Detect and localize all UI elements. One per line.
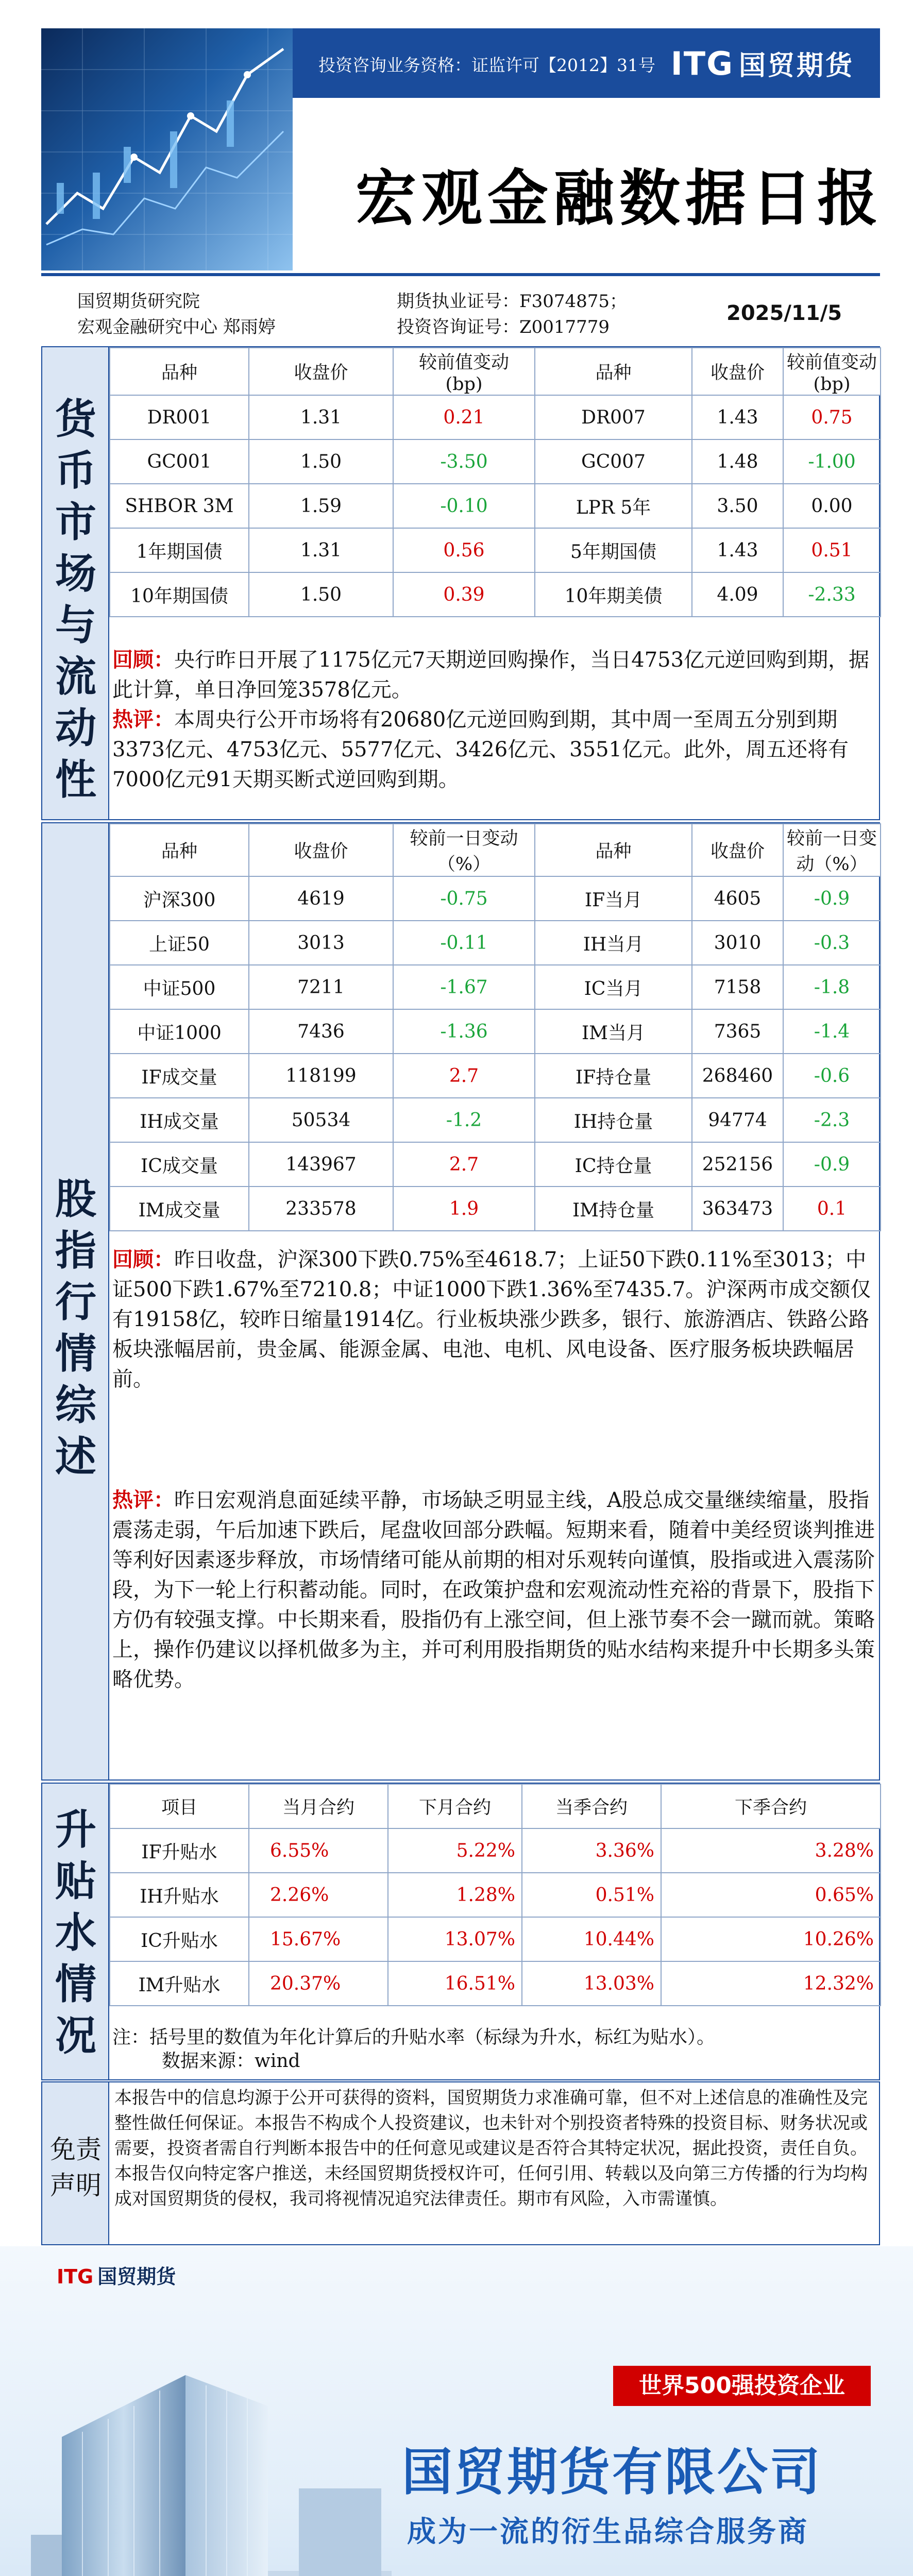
table-header-row xyxy=(110,348,881,395)
change-value: 0.1 xyxy=(783,1187,881,1231)
change-value: 1.9 xyxy=(393,1187,535,1231)
close-price: 1.59 xyxy=(249,484,393,528)
instrument-name: LPR 5年 xyxy=(535,484,692,528)
label-char: 与 xyxy=(55,601,96,649)
table-header-row xyxy=(110,1784,881,1828)
table-row xyxy=(110,1917,881,1961)
label-char: 升 xyxy=(55,1806,96,1854)
review-key: 回顾： xyxy=(112,1247,174,1272)
col-header: 品种 xyxy=(110,824,249,876)
table-row xyxy=(110,1142,881,1187)
close-price: 143967 xyxy=(249,1142,393,1187)
instrument-name: IM当月 xyxy=(535,1009,692,1054)
instrument-name: IM持仓量 xyxy=(535,1187,692,1231)
change-value: -0.9 xyxy=(783,1142,881,1187)
practice-license: 期货执业证号：F3074875； xyxy=(397,291,628,312)
banner-logo xyxy=(57,2261,176,2289)
header-chart-image xyxy=(41,28,293,270)
section-label-money xyxy=(42,347,109,819)
money-review xyxy=(112,645,875,705)
label-char: 贴 xyxy=(55,1857,96,1905)
section-label-stock xyxy=(42,823,109,1780)
basis-value: 0.51% xyxy=(522,1873,661,1917)
table-row xyxy=(110,572,881,617)
instrument-name: DR007 xyxy=(535,395,692,439)
section-stock-index xyxy=(41,822,880,1781)
close-price: 3013 xyxy=(249,921,393,965)
logo-text: ITG xyxy=(57,2265,94,2288)
table-header-row xyxy=(110,824,881,876)
company-banner xyxy=(0,2246,913,2576)
review-key: 回顾： xyxy=(112,648,174,672)
close-price: 3010 xyxy=(692,921,783,965)
change-value: 0.00 xyxy=(783,484,881,528)
stock-rows xyxy=(110,876,881,1231)
close-price: 1.31 xyxy=(249,395,393,439)
change-value: -0.6 xyxy=(783,1054,881,1098)
instrument-name: IH当月 xyxy=(535,921,692,965)
basis-value: 13.07% xyxy=(388,1917,522,1961)
close-price: 1.43 xyxy=(692,395,783,439)
col-header xyxy=(783,824,881,876)
label-char: 综 xyxy=(55,1381,96,1429)
instrument-name: IM成交量 xyxy=(110,1187,249,1231)
change-value: -1.67 xyxy=(393,965,535,1009)
comment-text: 昨日宏观消息面延续平静，市场缺乏明显主线，A股总成交量继续缩量，股指震荡走弱，午后加速下跌后，尾盘收回部分跌幅。短期来看，随着中美经贸谈判推进等利好因素逐步释放，市场情绪可能从前期的相对乐观转向谨慎，股指或进入震荡阶段，为下一轮上行积蓄动能。同时，在政策护盘和宏观流动性充裕的背景下，股指下方仍有较强支撑。中长期来看，股指仍有上涨空间，但上涨节奏不会一蹴而就。策略上，操作仍建议以择机做多为主，并可利用股指期货的贴水结构来提升中长期多头策略优势。 xyxy=(112,1488,875,1691)
basis-rows xyxy=(110,1828,881,2006)
instrument-name: 10年期国债 xyxy=(110,572,249,617)
instrument-name: 1年期国债 xyxy=(110,528,249,572)
close-price: 1.50 xyxy=(249,572,393,617)
qualification-text: 投资咨询业务资格：证监许可【2012】31号 xyxy=(318,55,655,75)
source-line: 数据来源：wind xyxy=(162,2050,300,2072)
change-value: 2.7 xyxy=(393,1054,535,1098)
col-header-line: 较前值变动 xyxy=(786,352,877,373)
comment-key: 热评： xyxy=(112,707,174,732)
money-rows xyxy=(110,395,881,617)
review-text: 昨日收盘，沪深300下跌0.75%至4618.7；上证50下跌0.11%至3013；中证500下跌1.67%至7210.8；中证1000下跌1.36%至7435.7。沪深两市成交额仅有19158亿，较昨日缩量1914亿。行业板块涨少跌多，银行、旅游酒店、铁路公路板块涨幅居前，贵金属、能源金属、电池、电机、风电设备、医疗服务板块跌幅居前。 xyxy=(112,1248,871,1391)
col-header: 项目 xyxy=(110,1784,249,1828)
close-price: 252156 xyxy=(692,1142,783,1187)
instrument-name: GC007 xyxy=(535,439,692,484)
table-row xyxy=(110,921,881,965)
label-char: 指 xyxy=(55,1227,96,1275)
col-header: 当季合约 xyxy=(522,1784,661,1828)
comment-text: 本周央行公开市场将有20680亿元逆回购到期，其中周一至周五分别到期3373亿元、4753亿元、5577亿元、3426亿元、3551亿元。此外，周五还将有7000亿元91天期买断式逆回购到期。 xyxy=(112,708,849,791)
label-line: 声明 xyxy=(50,2171,102,2200)
instrument-name: IC成交量 xyxy=(110,1142,249,1187)
table-row xyxy=(110,484,881,528)
close-price: 7211 xyxy=(249,965,393,1009)
basis-value: 3.36% xyxy=(522,1828,661,1873)
close-price: 7158 xyxy=(692,965,783,1009)
label-char: 情 xyxy=(55,1960,96,2008)
table-row xyxy=(110,395,881,439)
table-row xyxy=(110,876,881,921)
basis-value: 10.44% xyxy=(522,1917,661,1961)
instrument-name: IH成交量 xyxy=(110,1098,249,1142)
basis-value: 1.28% xyxy=(388,1873,522,1917)
col-header: 品种 xyxy=(110,348,249,395)
basis-table xyxy=(109,1784,881,2006)
label-char: 场 xyxy=(55,550,96,598)
table-row xyxy=(110,965,881,1009)
close-price: 1.50 xyxy=(249,439,393,484)
change-value: 0.56 xyxy=(393,528,535,572)
close-price: 1.48 xyxy=(692,439,783,484)
col-header: 品种 xyxy=(535,824,692,876)
table-row xyxy=(110,1961,881,2006)
basis-value: 3.28% xyxy=(661,1828,881,1873)
basis-note xyxy=(112,2026,875,2073)
label-char: 性 xyxy=(55,756,96,804)
close-price: 4605 xyxy=(692,876,783,921)
change-value: -0.9 xyxy=(783,876,881,921)
change-value: 0.39 xyxy=(393,572,535,617)
instrument-name: IC持仓量 xyxy=(535,1142,692,1187)
col-header: 下季合约 xyxy=(661,1784,881,1828)
change-value: -1.36 xyxy=(393,1009,535,1054)
col-header: 下月合约 xyxy=(388,1784,522,1828)
logo-text: ITG xyxy=(670,45,734,82)
money-comment xyxy=(112,705,875,794)
basis-value: 2.26% xyxy=(249,1873,388,1917)
col-header: 当月合约 xyxy=(249,1784,388,1828)
close-price: 7436 xyxy=(249,1009,393,1054)
institute-name: 国贸期货研究院 xyxy=(77,291,200,312)
header-divider xyxy=(41,273,880,276)
report-header xyxy=(0,0,913,278)
col-header: 收盘价 xyxy=(692,348,783,395)
disclaimer-label xyxy=(42,2082,109,2244)
table-row xyxy=(110,528,881,572)
change-value: -1.2 xyxy=(393,1098,535,1142)
col-header: 品种 xyxy=(535,348,692,395)
col-header-line: 较前值变动 xyxy=(418,352,509,373)
col-header-line: （%） xyxy=(437,854,491,875)
close-price: 118199 xyxy=(249,1054,393,1098)
stock-chart-icon xyxy=(41,28,293,270)
stock-review xyxy=(112,1245,875,1394)
label-char: 况 xyxy=(55,2012,96,2060)
instrument-name: 中证500 xyxy=(110,965,249,1009)
change-value: -0.11 xyxy=(393,921,535,965)
change-value: -0.75 xyxy=(393,876,535,921)
col-header-line: 较前一日变动 xyxy=(410,828,518,849)
disclaimer xyxy=(41,2081,880,2245)
section-basis xyxy=(41,1783,880,2080)
instrument-name: 10年期美债 xyxy=(535,572,692,617)
instrument-name: IH持仓量 xyxy=(535,1098,692,1142)
stock-comment xyxy=(112,1485,875,1694)
note-line: 注：括号里的数值为年化计算后的升贴水率（标绿为升水，标红为贴水）。 xyxy=(112,2027,716,2048)
author-info xyxy=(41,281,880,345)
instrument-name: SHBOR 3M xyxy=(110,484,249,528)
label-char: 币 xyxy=(55,447,96,495)
basis-value: 10.26% xyxy=(661,1917,881,1961)
close-price: 7365 xyxy=(692,1009,783,1054)
close-price: 50534 xyxy=(249,1098,393,1142)
itg-logo xyxy=(671,44,854,82)
close-price: 4.09 xyxy=(692,572,783,617)
basis-value: 0.65% xyxy=(661,1873,881,1917)
stock-body xyxy=(109,823,879,1691)
change-value: -0.3 xyxy=(783,921,881,965)
label-char: 情 xyxy=(55,1330,96,1378)
logo-cn-text: 国贸期货 xyxy=(738,50,854,81)
label-char: 水 xyxy=(55,1909,96,1957)
col-header xyxy=(393,348,535,395)
change-value: -0.10 xyxy=(393,484,535,528)
consulting-license: 投资咨询证号：Z0017779 xyxy=(397,317,610,337)
change-value: 0.51 xyxy=(783,528,881,572)
basis-value: 20.37% xyxy=(249,1961,388,2006)
label-char: 货 xyxy=(55,395,96,443)
table-row xyxy=(110,1054,881,1098)
logo-cn-text: 国贸期货 xyxy=(97,2265,176,2288)
col-header: 收盘价 xyxy=(692,824,783,876)
basis-value: 12.32% xyxy=(661,1961,881,2006)
company-slogan: 成为一流的衍生品综合服务商 xyxy=(407,2515,809,2549)
change-value: -1.4 xyxy=(783,1009,881,1054)
instrument-name: 沪深300 xyxy=(110,876,249,921)
review-text: 央行昨日开展了1175亿元7天期逆回购操作，当日4753亿元逆回购到期，据此计算，单日净回笼3578亿元。 xyxy=(112,648,870,702)
col-header: 收盘价 xyxy=(249,348,393,395)
label-char: 述 xyxy=(55,1433,96,1481)
section-label-basis xyxy=(42,1784,109,2079)
basis-item: IM升贴水 xyxy=(110,1961,249,2006)
basis-item: IH升贴水 xyxy=(110,1873,249,1917)
close-price: 268460 xyxy=(692,1054,783,1098)
header-band xyxy=(293,28,880,98)
report-date: 2025/11/5 xyxy=(726,301,842,325)
disclaimer-text: 本报告中的信息均源于公开可获得的资料，国贸期货力求准确可靠，但不对上述信息的准确性及完整性做任何保证。本报告不构成个人投资建议，也未针对个别投资者特殊的投资目标、财务状况或需要，投资者需自行判断本报告中的任何意见或建议是否符合其特定状况，据此投资，责任自负。本报告仅向特定客户推送，未经国贸期货授权许可，任何引用、转载以及向第三方传播的行为均构成对国贸期货的侵权，我司将视情况追究法律责任。期市有风险，入市需谨慎。 xyxy=(114,2088,868,2209)
basis-item: IC升贴水 xyxy=(110,1917,249,1961)
col-header-line: (bp) xyxy=(445,374,483,395)
close-price: 363473 xyxy=(692,1187,783,1231)
col-header-line: 较前一日变 xyxy=(786,828,877,849)
instrument-name: 5年期国债 xyxy=(535,528,692,572)
col-header-line: 动（%） xyxy=(796,854,868,875)
basis-value: 5.22% xyxy=(388,1828,522,1873)
basis-value: 6.55% xyxy=(249,1828,388,1873)
change-value: -2.3 xyxy=(783,1098,881,1142)
table-row xyxy=(110,1009,881,1054)
label-char: 市 xyxy=(55,498,96,546)
col-header: 收盘价 xyxy=(249,824,393,876)
close-price: 4619 xyxy=(249,876,393,921)
instrument-name: 中证1000 xyxy=(110,1009,249,1054)
change-value: -1.8 xyxy=(783,965,881,1009)
close-price: 94774 xyxy=(692,1098,783,1142)
comment-key: 热评： xyxy=(112,1488,174,1512)
basis-value: 13.03% xyxy=(522,1961,661,2006)
table-row xyxy=(110,1828,881,1873)
stock-index-table xyxy=(109,823,881,1231)
basis-value: 16.51% xyxy=(388,1961,522,2006)
change-value: -3.50 xyxy=(393,439,535,484)
table-row xyxy=(110,1187,881,1231)
section-money-market xyxy=(41,346,880,820)
label-char: 行 xyxy=(55,1278,96,1326)
label-char: 股 xyxy=(55,1175,96,1223)
company-name: 国贸期货有限公司 xyxy=(402,2443,823,2502)
change-value: -2.33 xyxy=(783,572,881,617)
close-price: 1.43 xyxy=(692,528,783,572)
table-row xyxy=(110,439,881,484)
money-body xyxy=(109,347,879,791)
table-row xyxy=(110,1873,881,1917)
instrument-name: IF持仓量 xyxy=(535,1054,692,1098)
basis-item: IF升贴水 xyxy=(110,1828,249,1873)
basis-value: 15.67% xyxy=(249,1917,388,1961)
instrument-name: 上证50 xyxy=(110,921,249,965)
label-char: 流 xyxy=(55,653,96,701)
instrument-name: IF当月 xyxy=(535,876,692,921)
close-price: 3.50 xyxy=(692,484,783,528)
fortune-500-badge: 世界500强投资企业 xyxy=(613,2366,871,2406)
basis-body xyxy=(109,1784,879,2072)
instrument-name: GC001 xyxy=(110,439,249,484)
money-market-table xyxy=(109,347,881,617)
table-row xyxy=(110,1098,881,1142)
instrument-name: IC当月 xyxy=(535,965,692,1009)
close-price: 1.31 xyxy=(249,528,393,572)
building-icon xyxy=(31,2303,392,2576)
change-value: 0.21 xyxy=(393,395,535,439)
report-title: 宏观金融数据日报 xyxy=(356,162,884,234)
change-value: -1.00 xyxy=(783,439,881,484)
instrument-name: IF成交量 xyxy=(110,1054,249,1098)
research-center: 宏观金融研究中心 郑雨婷 xyxy=(77,317,276,337)
change-value: 0.75 xyxy=(783,395,881,439)
label-char: 动 xyxy=(55,704,96,752)
close-price: 233578 xyxy=(249,1187,393,1231)
change-value: 2.7 xyxy=(393,1142,535,1187)
col-header xyxy=(783,348,881,395)
label-line: 免责 xyxy=(50,2134,102,2164)
col-header-line: (bp) xyxy=(813,374,851,395)
col-header xyxy=(393,824,535,876)
instrument-name: DR001 xyxy=(110,395,249,439)
